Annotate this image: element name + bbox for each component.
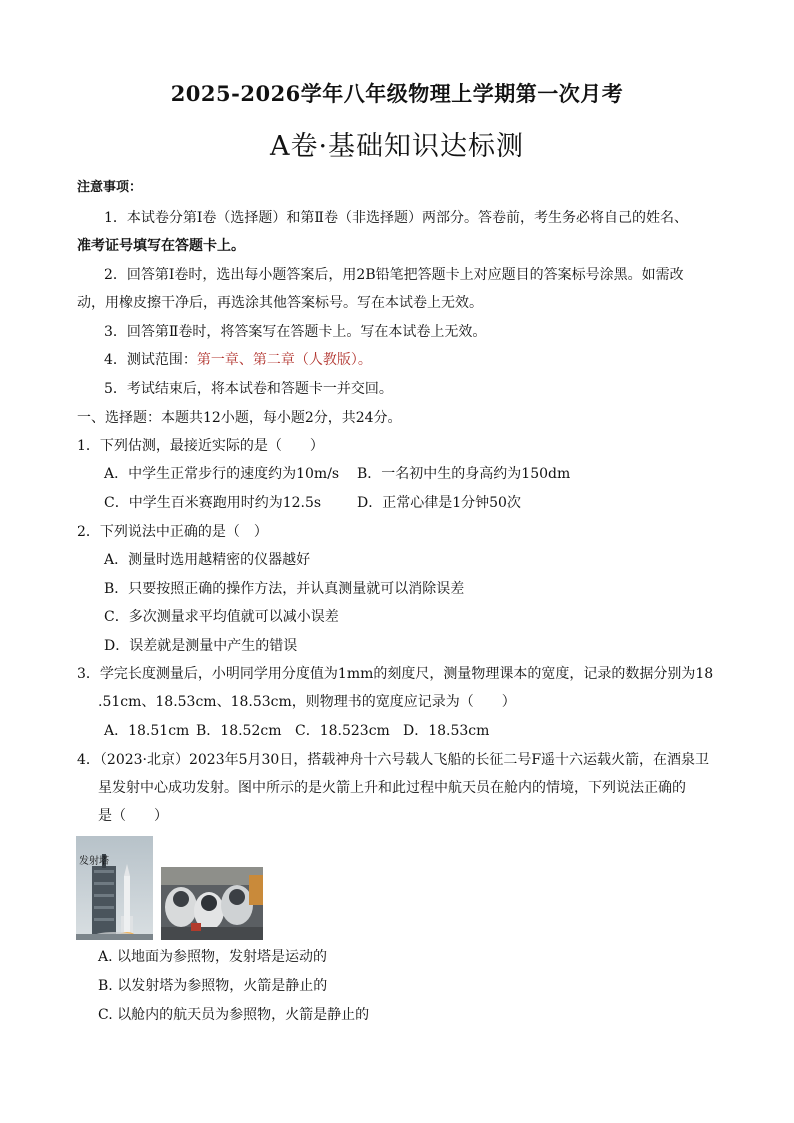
astronauts-illustration [161, 867, 263, 940]
notice-item-1-line-2: 准考证号填写在答题卡上。 [77, 238, 245, 254]
q3-option-a: A．18.51cm [104, 723, 190, 739]
test-scope: 第一章、第二章（人教版）。 [196, 352, 372, 368]
q1-option-a: A．中学生正常步行的速度约为10m/s [104, 466, 340, 482]
notice-item-3: 3．回答第Ⅱ卷时，将答案写在答题卡上。写在本试卷上无效。 [104, 324, 487, 340]
q3-option-d: D．18.53cm [403, 723, 490, 739]
notice-item-4-prefix: 4．测试范围： [104, 352, 197, 368]
q1-stem: 1．下列估测，最接近实际的是（ ） [77, 438, 324, 454]
q4-stem-line-3: 是（ ） [98, 808, 168, 824]
q2-option-c: C．多次测量求平均值就可以减小误差 [104, 609, 339, 625]
notice-item-4 [104, 350, 372, 370]
astronauts-in-cabin-image [161, 867, 263, 940]
notice-item-2-line-1: 2．回答第Ⅰ卷时，选出每小题答案后，用2B铅笔把答题卡上对应题目的答案标号涂黑。如需改 [104, 267, 684, 283]
q4-stem-line-1: 4．（2023·北京）2023年5月30日，搭载神舟十六号载人飞船的长征二号F遥十六运载火箭，在酒泉卫 [77, 752, 710, 768]
q3-option-c: C．18.523cm [295, 723, 390, 739]
q4-option-b: B. 以发射塔为参照物，火箭是静止的 [98, 978, 328, 994]
q1-option-d: D．正常心律是1分钟50次 [357, 495, 521, 511]
q4-option-c: C. 以舱内的航天员为参照物，火箭是静止的 [98, 1007, 370, 1023]
launch-tower-image [76, 836, 153, 940]
q1-option-b: B．一名初中生的身高约为150dm [357, 466, 571, 482]
q3-option-b: B．18.52cm [196, 723, 282, 739]
q2-option-b: B．只要按照正确的操作方法，并认真测量就可以消除误差 [104, 581, 465, 597]
q4-option-a: A. 以地面为参照物，发射塔是运动的 [98, 949, 328, 965]
section-heading: 一、选择题：本题共12小题，每小题2分，共24分。 [77, 410, 402, 426]
q1-option-c: C．中学生百米赛跑用时约为12.5s [104, 495, 322, 511]
q2-option-a: A．测量时选用越精密的仪器越好 [104, 552, 311, 568]
notice-item-5: 5．考试结束后，将本试卷和答题卡一并交回。 [104, 381, 393, 397]
q2-stem: 2．下列说法中正确的是（ ） [77, 524, 268, 540]
notice-item-1-line-1: 1．本试卷分第Ⅰ卷（选择题）和第Ⅱ卷（非选择题）两部分。答卷前，考生务必将自己的姓名、 [104, 210, 688, 226]
q2-option-d: D．误差就是测量中产生的错误 [104, 638, 298, 654]
q3-stem-line-2: .51cm、18.53cm、18.53cm，则物理书的宽度应记录为（ ） [98, 694, 516, 710]
q3-stem-line-1: 3．学完长度测量后，小明同学用分度值为1mm的刻度尺，测量物理课本的宽度，记录的数据分别为18 [77, 666, 714, 682]
launch-tower-label: 发射塔 [79, 856, 109, 867]
exam-title: 2025-2026学年八年级物理上学期第一次月考 [170, 81, 624, 106]
exam-subtitle: A卷·基础知识达标测 [269, 131, 525, 162]
launch-tower-illustration [76, 836, 153, 940]
q4-stem-line-2: 星发射中心成功发射。图中所示的是火箭上升和此过程中航天员在舱内的情境，下列说法正确的 [98, 780, 686, 796]
notice-label: 注意事项： [77, 180, 143, 195]
notice-item-2-line-2: 动，用橡皮擦干净后，再选涂其他答案标号。写在本试卷上无效。 [77, 295, 483, 311]
